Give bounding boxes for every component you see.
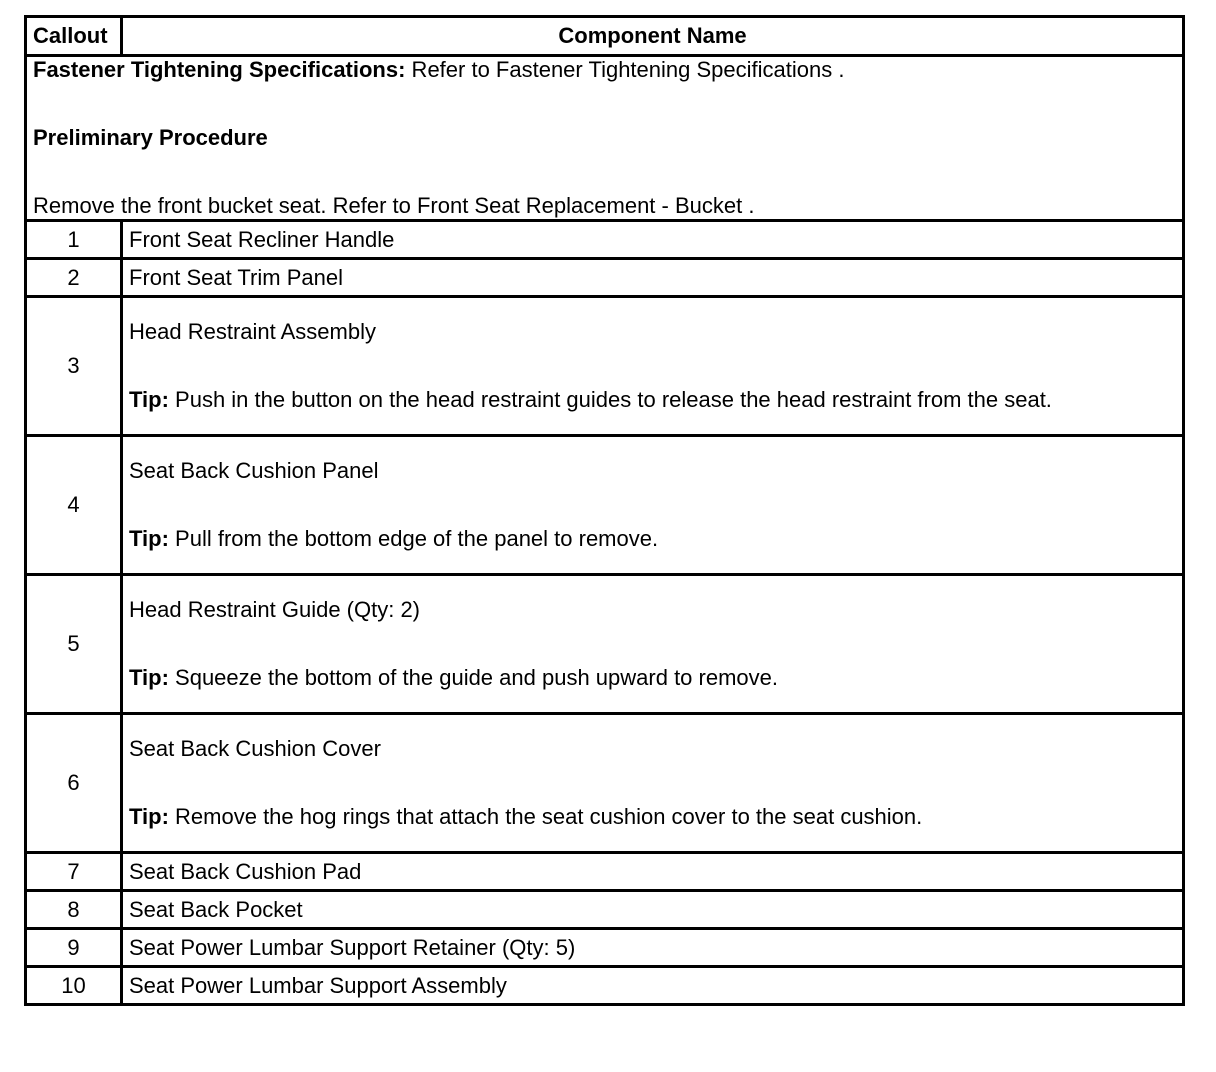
component-name: Seat Power Lumbar Support Retainer (Qty: 5) <box>122 929 1184 967</box>
callout-number: 10 <box>26 967 122 1005</box>
component-name: Seat Back Cushion Pad <box>122 853 1184 891</box>
component-cell <box>122 436 1184 575</box>
component-cell <box>122 297 1184 436</box>
callout-number: 1 <box>26 221 122 259</box>
component-tip <box>129 665 1176 691</box>
callout-number: 2 <box>26 259 122 297</box>
component-name-column-header: Component Name <box>122 17 1184 56</box>
component-cell <box>122 714 1184 853</box>
fastener-spec-text: Refer to Fastener Tightening Specifications . <box>405 57 845 82</box>
component-tip <box>129 387 1176 413</box>
table-row <box>26 221 1184 259</box>
callout-number: 4 <box>26 436 122 575</box>
component-name: Head Restraint Assembly <box>129 319 376 344</box>
component-name: Seat Back Pocket <box>122 891 1184 929</box>
table-row <box>26 714 1184 853</box>
preliminary-procedure-heading: Preliminary Procedure <box>33 125 268 150</box>
preliminary-row <box>26 56 1184 221</box>
table-row <box>26 891 1184 929</box>
tip-text: Pull from the bottom edge of the panel to remove. <box>168 526 659 551</box>
tip-text: Squeeze the bottom of the guide and push upward to remove. <box>168 665 778 690</box>
callout-number: 6 <box>26 714 122 853</box>
component-name: Seat Back Cushion Panel <box>129 458 379 483</box>
tip-label: Tip: <box>129 387 169 412</box>
preliminary-remove-text: Remove the front bucket seat. Refer to Front Seat Replacement - Bucket . <box>33 193 755 218</box>
fastener-spec-label: Fastener Tightening Specifications: <box>33 57 406 82</box>
component-name: Front Seat Recliner Handle <box>122 221 1184 259</box>
callout-column-header: Callout <box>26 17 122 56</box>
component-name: Head Restraint Guide (Qty: 2) <box>129 597 421 622</box>
tip-text: Remove the hog rings that attach the seat cushion cover to the seat cushion. <box>168 804 923 829</box>
component-name: Seat Back Cushion Cover <box>129 736 381 761</box>
component-name: Front Seat Trim Panel <box>122 259 1184 297</box>
table-row <box>26 436 1184 575</box>
table-row <box>26 297 1184 436</box>
table-row <box>26 259 1184 297</box>
table-row <box>26 853 1184 891</box>
fastener-spec-line <box>33 57 1176 83</box>
component-tip <box>129 804 1176 830</box>
callout-number: 8 <box>26 891 122 929</box>
tip-label: Tip: <box>129 665 169 690</box>
tip-label: Tip: <box>129 804 169 829</box>
callout-number: 5 <box>26 575 122 714</box>
table-row <box>26 929 1184 967</box>
callout-number: 3 <box>26 297 122 436</box>
table-header-row <box>26 17 1184 56</box>
component-tip <box>129 526 1176 552</box>
table-row <box>26 575 1184 714</box>
component-name: Seat Power Lumbar Support Assembly <box>122 967 1184 1005</box>
tip-text: Push in the button on the head restraint guides to release the head restraint from the seat. <box>168 387 1052 412</box>
component-table <box>24 15 1185 1006</box>
tip-label: Tip: <box>129 526 169 551</box>
callout-number: 9 <box>26 929 122 967</box>
table-row <box>26 967 1184 1005</box>
callout-number: 7 <box>26 853 122 891</box>
component-cell <box>122 575 1184 714</box>
preliminary-cell <box>26 56 1184 221</box>
